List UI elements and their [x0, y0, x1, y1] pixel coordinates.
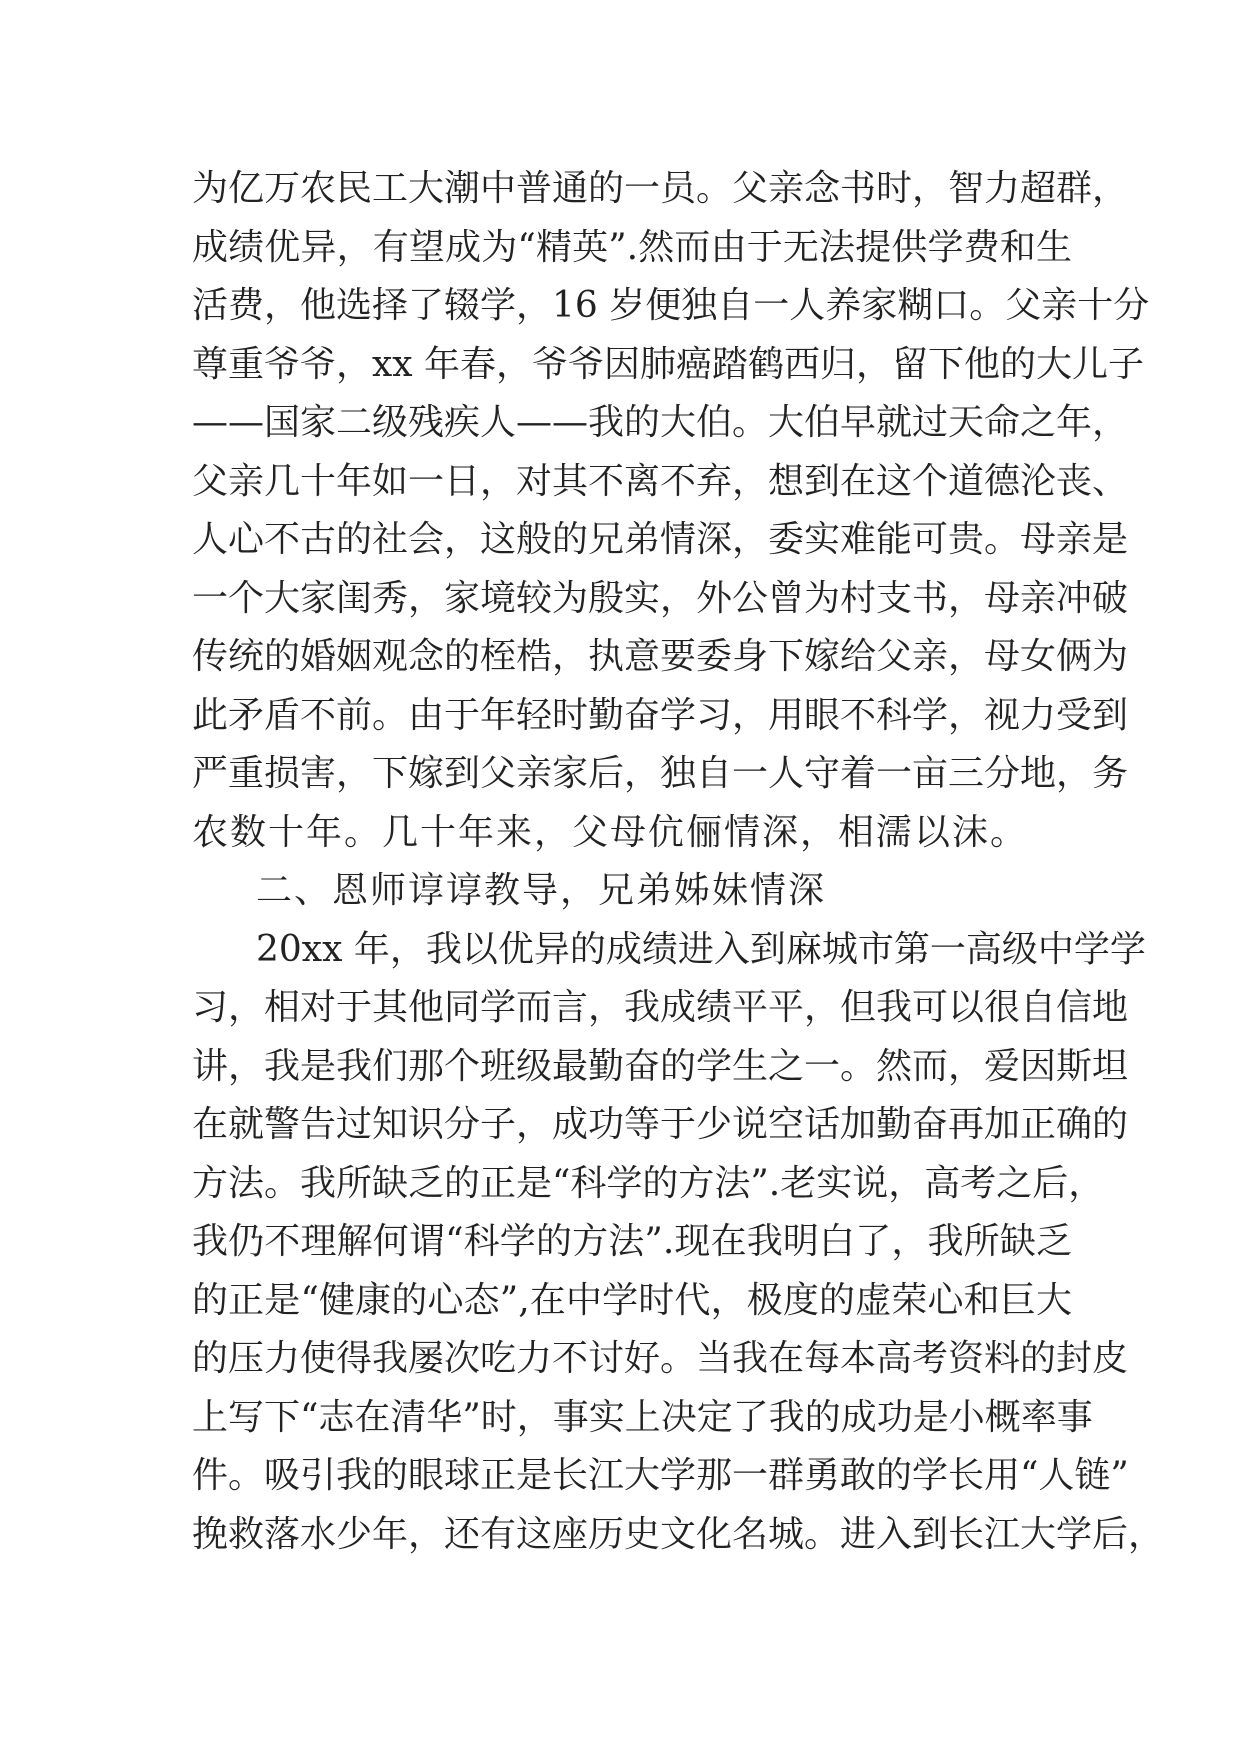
text-line: 件。吸引我的眼球正是长江大学那一群勇敢的学长用“人链” — [192, 1455, 1129, 1496]
text-line: ——国家二级残疾人——我的大伯。大伯早就过天命之年， — [192, 402, 1129, 443]
text-line: 20xx 年，我以优异的成绩进入到麻城市第一高级中学学 — [256, 928, 1146, 970]
text-line: 尊重爷爷，xx 年春，爷爷因肺癌踏鹤西归，留下他的大儿子 — [192, 343, 1145, 385]
document-body — [192, 160, 1165, 1564]
text-line: 的压力使得我屡次吃力不讨好。当我在每本高考资料的封皮 — [192, 1338, 1129, 1379]
text-line: 在就警告过知识分子，成功等于少说空话加勤奋再加正确的 — [192, 1104, 1129, 1145]
text-line: 活费，他选择了辍学，16 岁便独自一人养家糊口。父亲十分 — [192, 285, 1150, 326]
section-heading: 二、恩师谆谆教导，兄弟姊妹情深 — [256, 870, 827, 911]
text-line: 为亿万农民工大潮中普通的一员。父亲念书时，智力超群， — [192, 168, 1129, 209]
text-line: 的正是“健康的心态”,在中学时代，极度的虚荣心和巨大 — [192, 1279, 1072, 1321]
text-line: 严重损害，下嫁到父亲家后，独自一人守着一亩三分地，务 — [192, 753, 1129, 794]
text-line: 成绩优异，有望成为“精英”.然而由于无法提供学费和生 — [192, 226, 1072, 268]
text-line: 上写下“志在清华”时，事实上决定了我的成功是小概率事 — [192, 1396, 1093, 1438]
text-line: 人心不古的社会，这般的兄弟情深，委实难能可贵。母亲是 — [192, 519, 1129, 560]
text-line: 讲，我是我们那个班级最勤奋的学生之一。然而，爱因斯坦 — [192, 1045, 1129, 1087]
text-line: 挽救落水少年，还有这座历史文化名城。进入到长江大学后， — [192, 1513, 1165, 1555]
text-line: 此矛盾不前。由于年轻时勤奋学习，用眼不科学，视力受到 — [192, 694, 1129, 736]
text-line: 农数十年。几十年来，父母伉俪情深，相濡以沫。 — [192, 811, 1029, 853]
text-line: 父亲几十年如一日，对其不离不弃，想到在这个道德沦丧、 — [192, 460, 1129, 502]
text-line: 我仍不理解何谓“科学的方法”.现在我明白了，我所缺乏 — [192, 1221, 1072, 1262]
text-line: 传统的婚姻观念的桎梏，执意要委身下嫁给父亲，母女俩为 — [192, 636, 1129, 677]
text-line: 习，相对于其他同学而言，我成绩平平，但我可以很自信地 — [192, 987, 1129, 1028]
text-line: 方法。我所缺乏的正是“科学的方法”.老实说，高考之后， — [192, 1162, 1105, 1204]
text-line: 一个大家闺秀，家境较为殷实，外公曾为村支书，母亲冲破 — [192, 577, 1129, 619]
